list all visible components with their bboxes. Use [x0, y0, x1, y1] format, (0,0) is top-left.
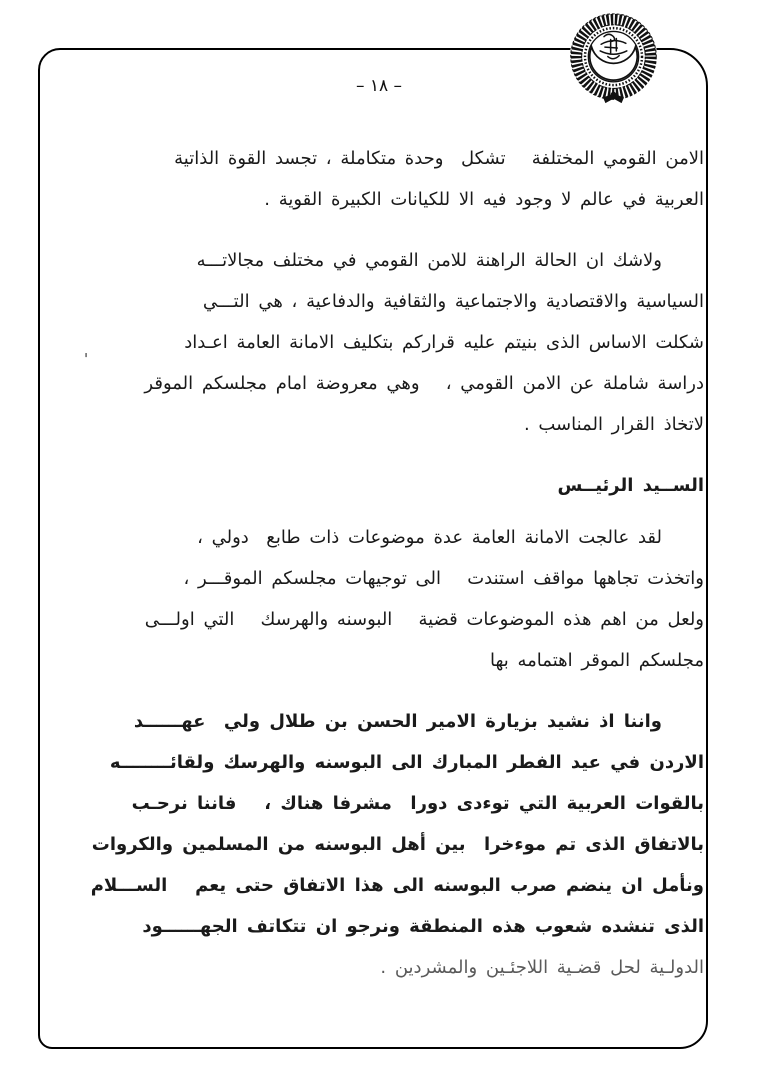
text-line: الســيد الرئيــس — [557, 475, 704, 496]
text-line: الاردن في عيد الفطر المبارك الى البوسنه والهرسك ولقائــــــــه — [109, 752, 704, 773]
text-line: مجلسكم الموقر اهتمامه بها — [490, 650, 704, 671]
text-line: لاتخاذ القرار المناسب . — [523, 414, 704, 435]
text-line: واننا اذ نشيد بزيارة الامير الحسن بن طلال ولي عهــــــد — [133, 711, 662, 732]
text-line: ونأمل ان ينضم صرب البوسنه الى هذا الاتفاق حتى يعم الســـلام — [90, 875, 704, 896]
text-line: الدولـية لحل قضـية اللاجئـين والمشردين . — [380, 957, 704, 978]
text-line: الامن القومي المختلفة تشكل وحدة متكاملة ، تجسد القوة الذاتية — [174, 148, 704, 169]
paragraph — [62, 138, 704, 220]
text-line: ولاشك ان الحالة الراهنة للامن القومي في مختلف مجالاتـــه — [196, 250, 662, 271]
text-line: دراسة شاملة عن الامن القومي ، وهي معروضة امام مجلسكم الموقر — [144, 373, 704, 394]
text-line: لقد عالجت الامانة العامة عدة موضوعات ذات طابع دولي ، — [197, 527, 662, 548]
text-line: بالقوات العربية التي توءدى دورا مشرفا هناك ، فاننا نرحـب — [131, 793, 704, 814]
page-number: – ١٨ – — [355, 76, 403, 96]
document-body — [62, 138, 704, 988]
text-line: السياسية والاقتصادية والاجتماعية والثقافية والدفاعية ، هي التـــي — [202, 291, 704, 312]
text-line: شكلت الاساس الذى بنيتم عليه قراركم بتكليف الامانة العامة اعـداد — [184, 332, 704, 353]
paragraph — [62, 240, 704, 445]
text-line: واتخذت تجاهها مواقف استندت الى توجيهات مجلسكم الموقـــر ، — [183, 568, 704, 589]
text-line: بالاتفاق الذى تم موءخرا بين أهل البوسنه من المسلمين والكروات — [91, 834, 704, 855]
text-line: العربية في عالم لا وجود فيه الا للكيانات الكبيرة القوية . — [264, 189, 704, 210]
paragraph — [62, 701, 704, 947]
text-line: ولعل من اهم هذه الموضوعات قضية البوسنه والهرسك التي اولـــى — [144, 609, 704, 630]
paragraph — [62, 517, 704, 681]
text-line: الذى تنشده شعوب هذه المنطقة ونرجو ان تتكاتف الجهــــــود — [142, 916, 704, 937]
print-artifact: ' — [84, 350, 89, 368]
paragraph — [62, 465, 704, 506]
paragraph — [62, 947, 704, 988]
